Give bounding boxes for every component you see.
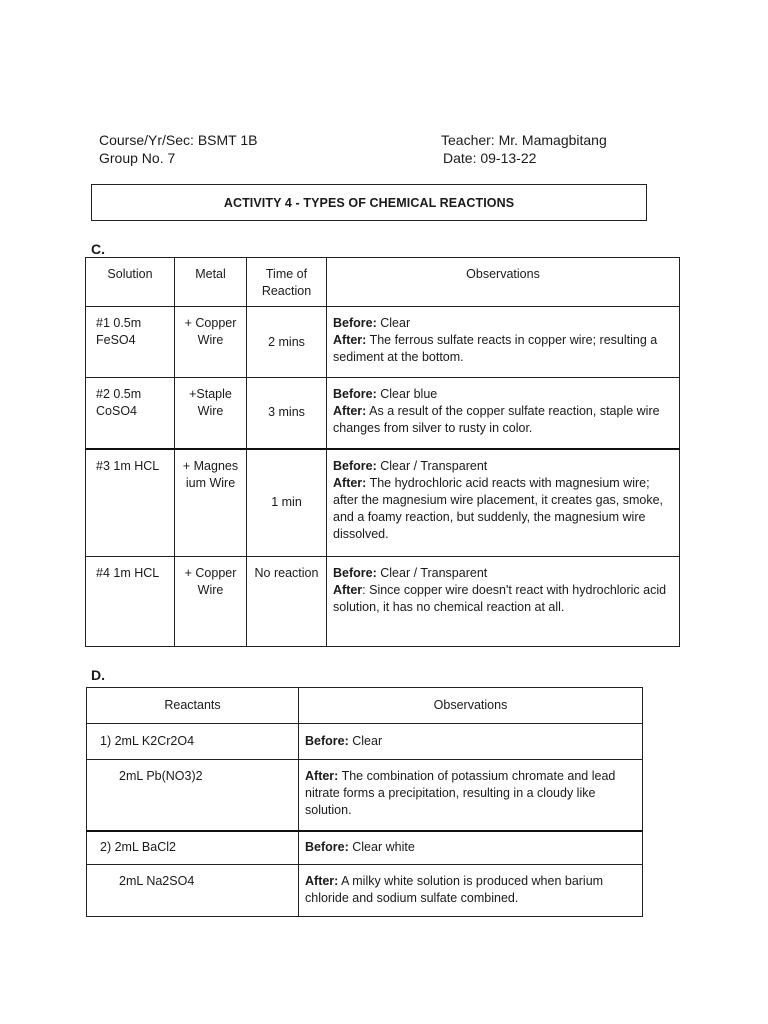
before-label: Before: [333,316,377,330]
table-row [86,449,680,557]
observation-cell [327,378,680,449]
header-reactants: Reactants [87,688,299,724]
table-row [86,378,680,449]
activity-title: ACTIVITY 4 - TYPES OF CHEMICAL REACTIONS [223,195,515,210]
table-row [87,865,643,917]
observation-cell [299,760,643,831]
section-d-label: D. [91,667,105,683]
after-text: A milky white solution is produced when barium chloride and sodium sulfate combined. [305,874,604,905]
activity-title-box [91,184,647,221]
reactant-cell: 2) 2mL BaCl2 [87,831,299,865]
table-row [87,831,643,865]
header-time: Time of Reaction [247,258,327,307]
header-observations: Observations [299,688,643,724]
reactant-cell: 2mL Na2SO4 [87,865,299,917]
observation-cell [299,724,643,760]
after-label: After: [305,769,339,783]
time-cell: 2 mins [247,307,327,378]
before-text: Clear / Transparent [380,566,488,580]
after-text: The combination of potassium chromate and lead nitrate forms a precipitation, resulting in a cloudy like solution. [305,769,616,817]
after-label: After: [333,475,367,490]
before-text: Clear / Transparent [380,458,488,473]
section-c-label: C. [91,241,105,257]
after-text: The ferrous sulfate reacts in copper wire; resulting a sediment at the bottom. [333,333,658,364]
observation-cell [327,449,680,557]
solution-cell: #3 1m HCL [86,449,175,557]
after-label: After: [333,404,367,418]
before-label: Before: [333,387,377,401]
table-row [86,307,680,378]
metal-cell: +Staple Wire [175,378,247,449]
time-cell: 3 mins [247,378,327,449]
metal-cell: + Copper Wire [175,557,247,647]
observation-cell [299,865,643,917]
table-row [87,760,643,831]
group-info: Group No. 7 [99,150,176,166]
table-header-row [87,688,643,724]
before-label: Before: [333,566,377,580]
time-cell: No reaction [247,557,327,647]
table-header-row [86,258,680,307]
after-label: After: [333,333,367,347]
table-row [86,557,680,647]
observation-cell [327,307,680,378]
header-observations: Observations [327,258,680,307]
after-label: After: [305,874,339,888]
header-solution: Solution [86,258,175,307]
section-d-table [86,687,643,917]
before-text: Clear white [352,840,415,855]
section-c-table [85,257,680,647]
before-text: Clear [352,734,383,748]
time-cell: 1 min [247,449,327,557]
after-label: After [333,583,363,597]
table-row [87,724,643,760]
metal-cell: + Copper Wire [175,307,247,378]
metal-cell: + Magnes ium Wire [175,449,247,557]
before-label: Before: [305,734,349,748]
before-text: Clear blue [380,387,438,401]
after-text: As a result of the copper sulfate reaction, staple wire changes from silver to rusty in color. [333,404,660,435]
before-label: Before: [333,458,377,473]
date-info: Date: 09-13-22 [443,150,537,166]
observation-cell [299,831,643,865]
solution-cell: #4 1m HCL [86,557,175,647]
after-text: The hydrochloric acid reacts with magnesium wire; after the magnesium wire placement, it creates gas, smoke, and a foamy reaction, but suddenly, the magnesium wire dissolved. [333,475,664,541]
reactant-cell: 1) 2mL K2Cr2O4 [87,724,299,760]
teacher-info: Teacher: Mr. Mamagbitang [441,132,607,148]
reactant-cell: 2mL Pb(NO3)2 [87,760,299,831]
observation-cell [327,557,680,647]
after-text: : Since copper wire doesn't react with hydrochloric acid solution, it has no chemical reaction at all. [333,583,667,614]
solution-cell: #1 0.5m FeSO4 [86,307,175,378]
header-metal: Metal [175,258,247,307]
before-text: Clear [380,316,411,330]
solution-cell: #2 0.5m CoSO4 [86,378,175,449]
course-info: Course/Yr/Sec: BSMT 1B [99,132,258,148]
before-label: Before: [305,840,349,855]
